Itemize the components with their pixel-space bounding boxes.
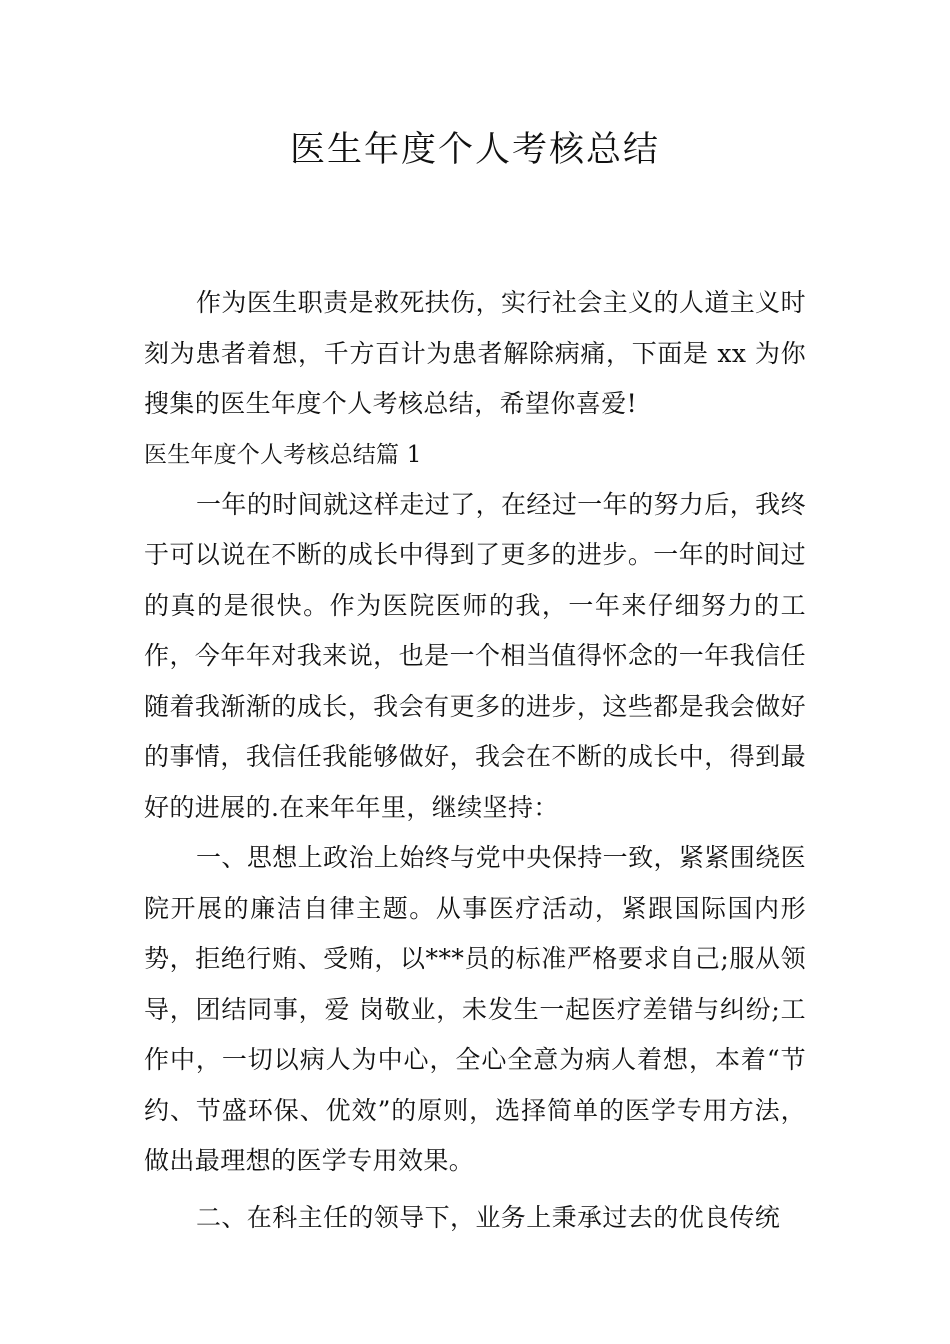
section-heading: 医生年度个人考核总结篇 1 bbox=[144, 441, 422, 468]
document-body bbox=[144, 278, 806, 1243]
intro-paragraph: 作为医生职责是救死扶伤，实行社会主义的人道主义时刻为患者着想，千方百计为患者解除病痛，下面是 xx 为你搜集的医生年度个人考核总结，希望你喜爱! bbox=[144, 288, 806, 418]
body-paragraph: 二、在科主任的领导下，业务上秉承过去的优良传统 bbox=[196, 1202, 781, 1232]
document-title: 医生年度个人考核总结 bbox=[289, 130, 660, 170]
body-paragraph: 一年的时间就这样走过了，在经过一年的努力后，我终于可以说在不断的成长中得到了更多的进步。一年的时间过的真的是很快。作为医院医师的我，一年来仔细努力的工作，今年年对我来说，也是一个相当值得怀念的一年我信任随着我渐渐的成长，我会有更多的进步，这些都是我会做好的事情，我信任我能够做好，我会在不断的成长中，得到最好的进展的.在来年年里，继续坚持： bbox=[144, 489, 806, 822]
body-paragraph: 一、思想上政治上始终与党中央保持一致，紧紧围绕医院开展的廉洁自律主题。从事医疗活动，紧跟国际国内形势，拒绝行贿、受贿，以***员的标准严格要求自己;服从领导，团结同事，爱 岗敬业，未发生一起医疗差错与纠纷;工作中，一切以病人为中心，全心全意为病人着想，本着“节约、节盛环保、优效”的原则，选择简单的医学专用方法，做出最理想的医学专用效果。 bbox=[144, 843, 806, 1175]
